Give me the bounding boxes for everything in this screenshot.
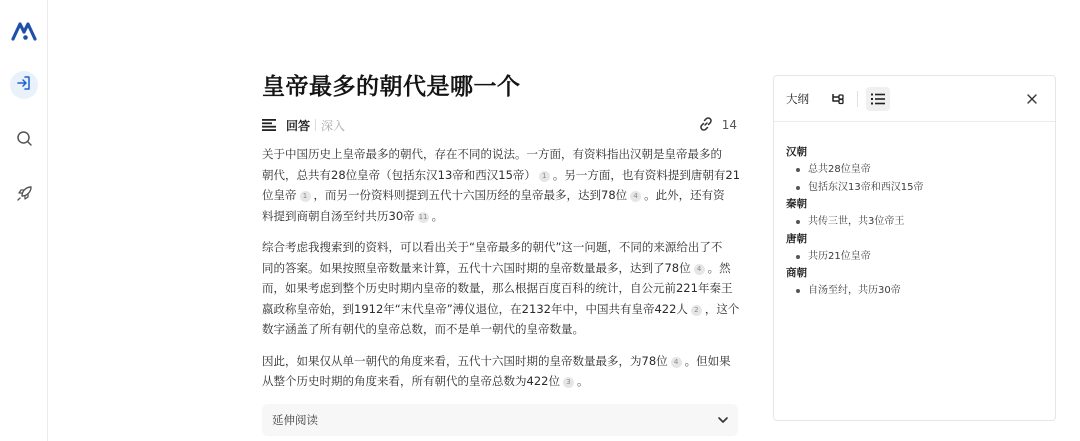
answer-tabs — [262, 115, 742, 135]
login-icon — [16, 75, 32, 95]
citation-badge[interactable]: 4 — [630, 191, 641, 202]
further-reading-label: 延伸阅读 — [272, 413, 318, 427]
left-rail — [0, 0, 48, 441]
outline-group-title[interactable]: 汉朝 — [786, 146, 807, 158]
outline-item[interactable]: 共传三世，共3位帝王 — [786, 213, 1055, 231]
further-reading-toggle[interactable] — [262, 404, 738, 436]
mindmap-icon[interactable] — [828, 89, 848, 109]
citation-badge[interactable]: 1 — [300, 191, 311, 202]
tab-divider — [315, 119, 316, 131]
citation-badge[interactable]: 11 — [418, 212, 428, 221]
answer-paragraph-2: 综合考虑我搜索到的资料，可以看出关于“皇帝最多的朝代”这一问题，不同的来源给出了不 同的答案。如果按照皇帝数量来计算，五代十六国时期的皇帝数量最多，达到了78位 4 。然 而，如果考虑到整个历史时期内皇帝的数量，那么根据百度百科的统计，自公元前221年秦王 嬴政称皇帝始，到1912年“末代皇帝”溥仪退位，在2132年中，中国共有皇帝422人 2 ，这个 数字涵盖了所有朝代的皇帝总数，而不是单一朝代的皇帝数量。 — [262, 240, 740, 336]
outline-group-title[interactable]: 商朝 — [786, 267, 807, 279]
references-count: 14 — [721, 118, 737, 132]
login-button[interactable] — [10, 71, 38, 99]
outline-item[interactable]: 包括东汉13帝和西汉15帝 — [786, 179, 1055, 197]
outline-group — [786, 265, 1055, 300]
brand-logo-icon[interactable] — [11, 20, 37, 42]
outline-group — [786, 144, 1055, 196]
answer-paragraph-3: 因此，如果仅从单一朝代的角度来看，五代十六国时期的皇帝数量最多，为78位 4 。但如果 从整个历史时期的角度来看，所有朝代的皇帝总数为422位 3 。 — [262, 353, 731, 388]
outline-group-title[interactable]: 秦朝 — [786, 198, 807, 210]
outline-panel-header — [774, 76, 1055, 122]
tab-answer[interactable]: 回答 — [286, 118, 311, 133]
text-align-icon — [262, 119, 276, 131]
search-icon — [16, 130, 33, 151]
outline-group — [786, 196, 1055, 231]
answer-paragraph-1: 关于中国历史上皇帝最多的朝代，存在不同的说法。一方面，有资料指出汉朝是皇帝最多的 朝代，总共有28位皇帝（包括东汉13帝和西汉15帝） 1 。另一方面，也有资料提到唐朝有21 位皇帝 1 ，而另一份资料则提到五代十六国历经的皇帝最多，达到78位 4 。此外，还有资 料提到商朝自汤至纣共历30帝 11 。 — [262, 147, 741, 223]
search-button[interactable] — [10, 126, 38, 154]
close-icon[interactable] — [1022, 89, 1042, 109]
tab-deep[interactable]: 深入 — [321, 118, 346, 133]
outline-title: 大纲 — [786, 91, 809, 106]
chevron-down-icon — [716, 413, 730, 430]
outline-item[interactable]: 总共28位皇帝 — [786, 161, 1055, 179]
explore-button[interactable] — [10, 181, 38, 209]
outline-panel — [773, 75, 1056, 421]
link-icon — [698, 116, 722, 135]
citation-badge[interactable]: 4 — [694, 264, 705, 275]
citation-badge[interactable]: 2 — [691, 305, 702, 316]
rocket-icon — [16, 185, 33, 206]
outline-item[interactable]: 自汤至纣，共历30帝 — [786, 282, 1055, 300]
page-title: 皇帝最多的朝代是哪一个 — [262, 74, 521, 100]
outline-item[interactable]: 共历21位皇帝 — [786, 248, 1055, 266]
outline-group — [786, 231, 1055, 266]
outline-list — [774, 122, 1055, 300]
references-button[interactable] — [698, 115, 737, 135]
answer-article — [262, 70, 742, 392]
outline-group-title[interactable]: 唐朝 — [786, 232, 807, 245]
list-icon[interactable] — [866, 87, 890, 111]
citation-badge[interactable]: 1 — [539, 171, 550, 182]
citation-badge[interactable]: 4 — [671, 357, 682, 368]
citation-badge[interactable]: 3 — [563, 377, 574, 388]
header-divider — [857, 91, 858, 107]
